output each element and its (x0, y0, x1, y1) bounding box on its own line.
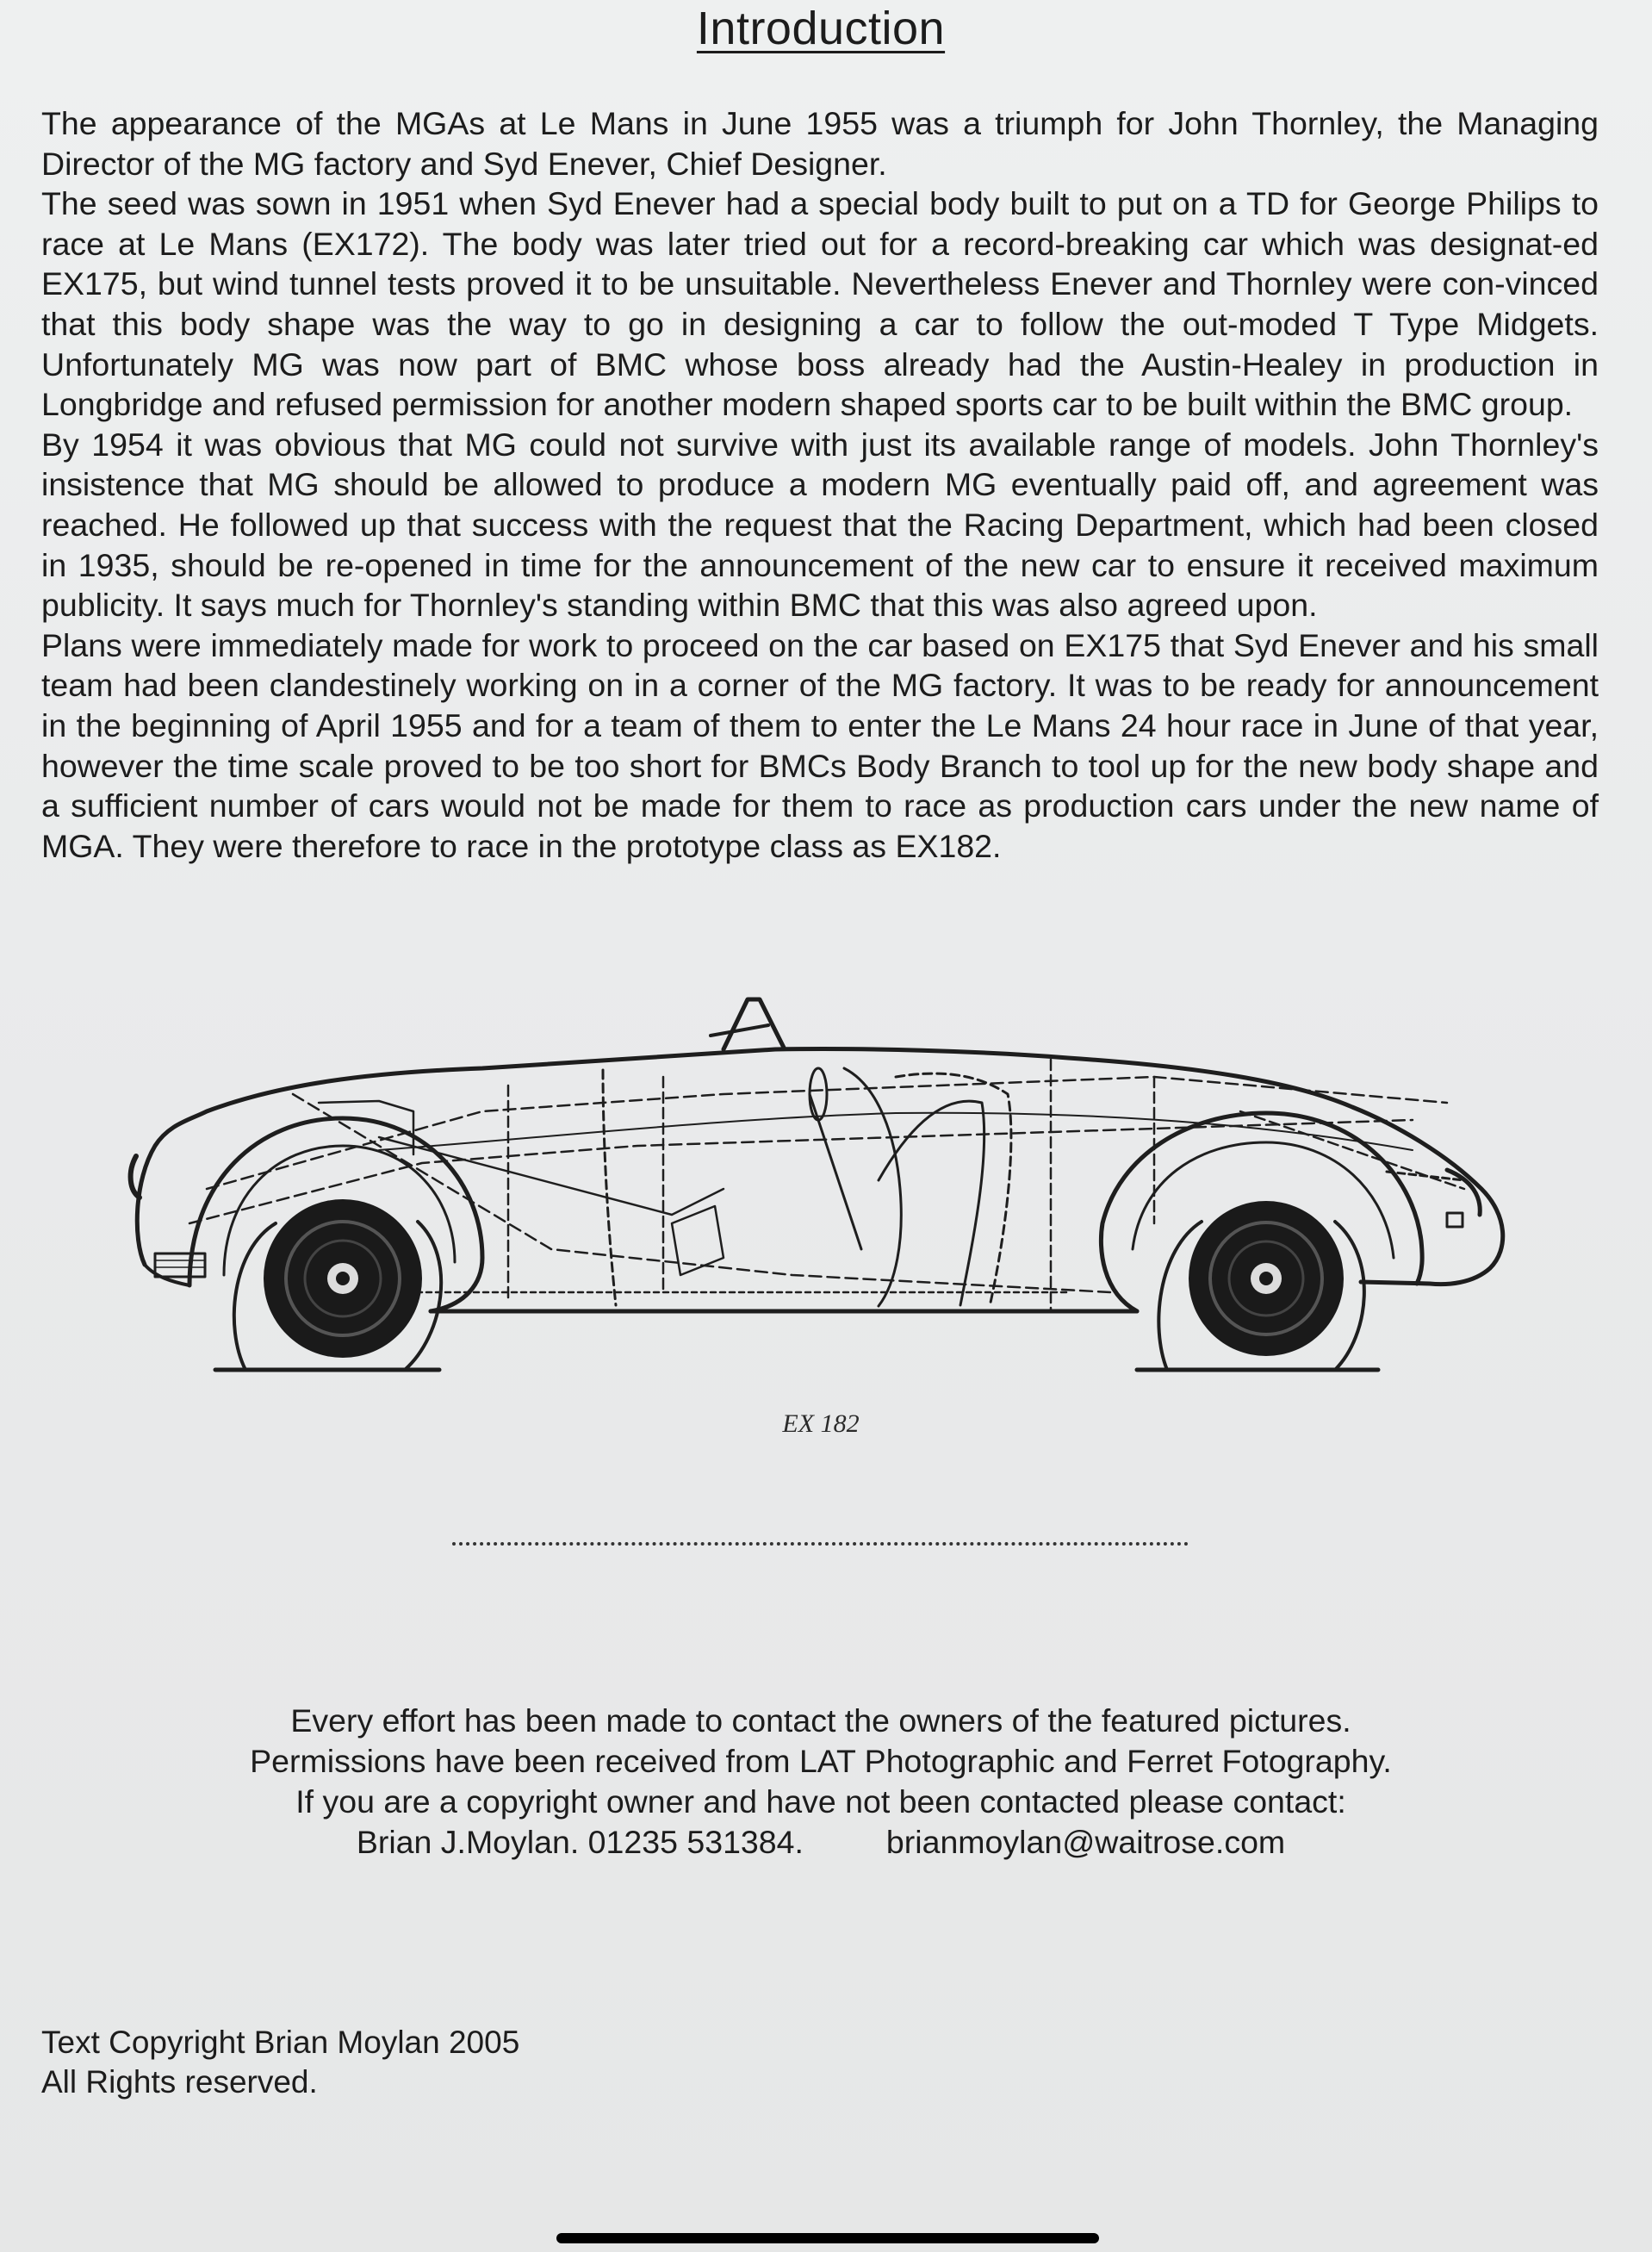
rear-wheel (1189, 1201, 1344, 1356)
car-drawing-figure (121, 965, 1533, 1378)
contact-name-phone: Brian J.Moylan. 01235 531384. (356, 1824, 804, 1860)
notice-line: If you are a copyright owner and have not been contacted please contact: (295, 1783, 1346, 1820)
dotted-divider (452, 1542, 1189, 1546)
paragraph: The appearance of the MGAs at Le Mans in June 1955 was a triumph for John Thornley, the Managing Director of the MG factory and Syd Enever, Chief Designer. (41, 105, 1599, 182)
contact-line (0, 1822, 1642, 1863)
notice-line: Permissions have been received from LAT Photographic and Ferret Fotography. (250, 1743, 1392, 1779)
rights-line: All Rights reserved. (41, 2064, 318, 2100)
car-line-drawing (121, 965, 1533, 1378)
notice-line: Every effort has been made to contact the owners of the featured pictures. (290, 1702, 1351, 1739)
contact-email: brianmoylan@waitrose.com (885, 1824, 1286, 1860)
copyright-footer (41, 2023, 519, 2102)
paragraph: By 1954 it was obvious that MG could not survive with just its available range of models. John Thornley's insistence that MG should be allowed to produce a modern MG eventually paid off, and agreement was reached. He followed up that success with the request that the Racing Department, which had been closed in 1935, should be re-opened in time for the announcement of the new car to ensure it received maximum publicity. It says much for Thornley's standing within BMC that this was also agreed upon. (41, 426, 1599, 624)
home-indicator[interactable] (556, 2233, 1099, 2243)
figure-caption: EX 182 (782, 1409, 860, 1438)
paragraph: The seed was sown in 1951 when Syd Enever had a special body built to put on a TD for George Philips to race at Le Mans (EX172). The body was later tried out for a record-breaking car which was designat-ed EX175, but wind tunnel tests proved it to be unsuitable. Nevertheless Enever and Thornley were con-vinced that this body shape was the way to go in designing a car to follow the out-moded T Type Midgets. Unfortunately MG was now part of BMC whose boss already had the Austin-Healey in production in Longbridge and refused permission for another modern shaped sports car to be built within the BMC group. (41, 185, 1599, 423)
copyright-line: Text Copyright Brian Moylan 2005 (41, 2025, 520, 2060)
front-wheel (264, 1199, 422, 1358)
copyright-notice (0, 1701, 1642, 1863)
body-text (41, 103, 1599, 866)
page-title: Introduction (696, 3, 946, 54)
paragraph: Plans were immediately made for work to proceed on the car based on EX175 that Syd Enever and his small team had been clandestinely working on in a corner of the MG factory. It was to be ready for announcement in the beginning of April 1955 and for a team of them to enter the Le Mans 24 hour race in June of that year, however the time scale proved to be too short for BMCs Body Branch to tool up for the new body shape and a sufficient number of cars would not be made for them to race as production cars under the new name of MGA. They were therefore to race in the prototype class as EX182. (41, 626, 1599, 864)
